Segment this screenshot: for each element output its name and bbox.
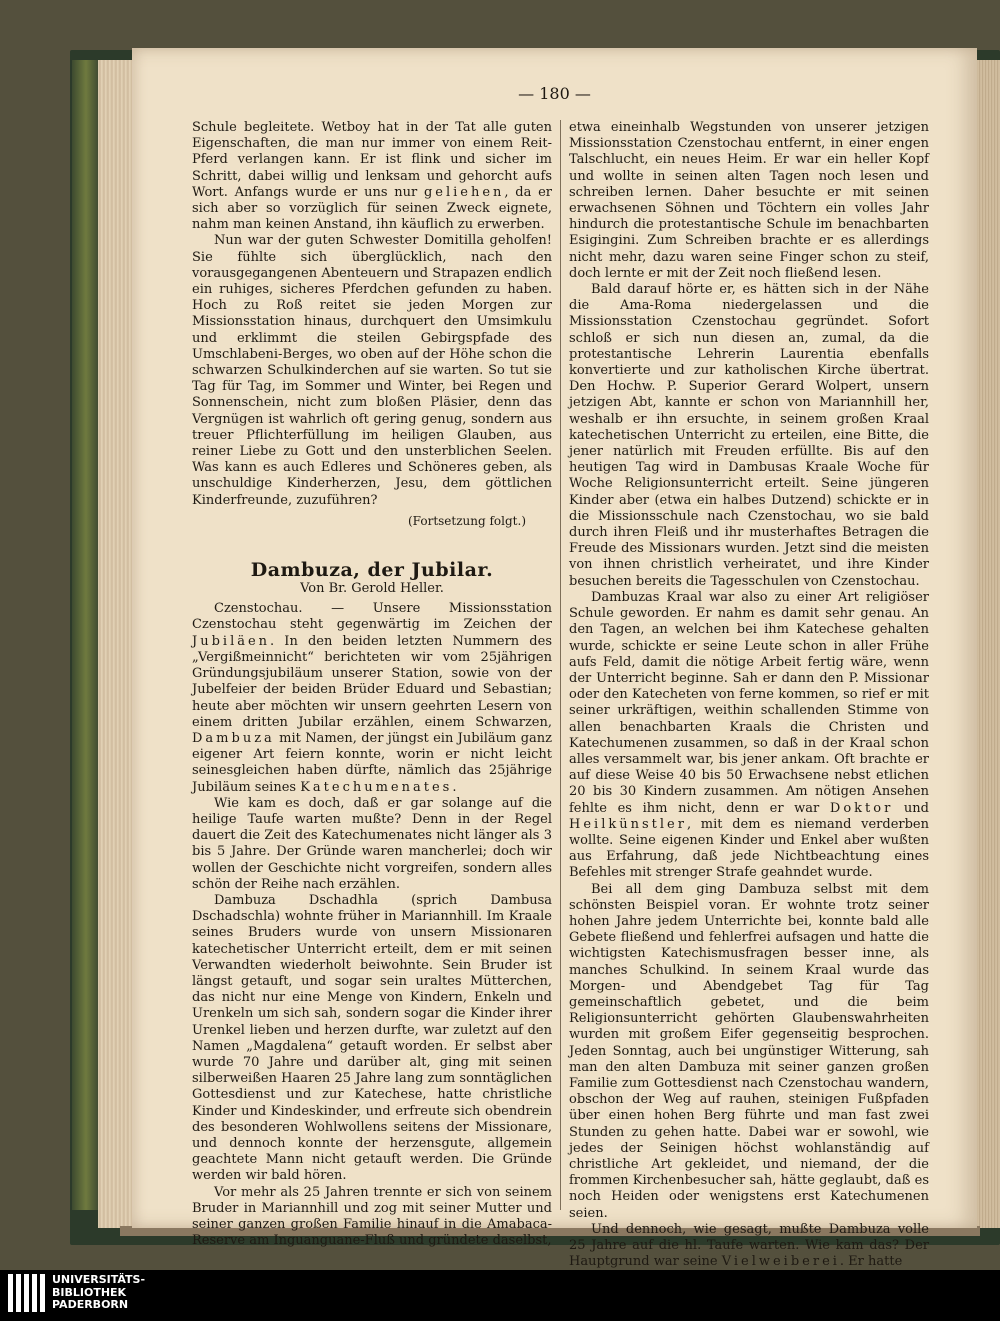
left-paragraphs-after [192,601,552,1249]
book-page [132,48,977,1270]
right-column [569,120,929,1270]
library-logo-text [52,1274,145,1312]
paragraph [569,282,929,590]
right-page-edges [975,60,1000,1228]
page-number: — 180 — [518,84,591,103]
text-run: Czenstochau. — Unsere Missionsstation Czenstochau steht gegenwärtig im Zeichen der [192,601,552,633]
spaced-emphasis: Vielweiberei [721,1254,840,1270]
spaced-emphasis: Dambuza [192,730,275,746]
text-run: Nun war der guten Schwester Domitilla geholfen! Sie fühlte sich überglücklich, nach den vorausgegangenen Abenteuern und Strapazen endlich ein ruhiges, sicheres Pferdchen gefunden zu haben. Hoch zu Roß reitet sie jeden Morgen zur Missionsstation hinaus, durchquert den Umsimkulu und erklimmt die steilen Gebirgspfade des Umschlabeni-Berges, wo oben auf der Höhe schon die schwarzen Schulkinderchen auf sie warten. So tut sie Tag für Tag, im Sommer und Winter, bei Regen und Sonnenschein, nicht zum bloßen Pläsier, denn das Vergnügen ist wahrlich oft gering genug, sondern aus treuer Pflichterfüllung im heiligen Glauben, aus reiner Liebe zu Gott und den unsterblichen Seelen. Was kann es auch Edleres und Schöneres geben, als unschuldige Kinderherzen, Jesu, dem göttlichen Kinderfreunde, zuzuführen? [192,233,552,508]
spaced-emphasis: Doktor [829,800,894,816]
text-run: . In den beiden letzten Nummern des „Vergißmeinnicht“ berichteten wir vom 25jährigen Gründungsjubiläum unserer Station, sowie von der Jubelfeier der beiden Brüder Eduard und Sebastian; heute aber möchten wir unsern geehrten Lesern von einem dritten Jubilar erzählen, einem Schwarzen, [192,633,552,730]
text-run: Schule begleitete. Wetboy hat in der Tat alle guten Eigenschaften, die man nur immer von einem Reit-Pferd verlangen kann. Er ist flink und sicher im Schritt, dabei willig und lenksam und gehorcht aufs Wort. Anfangs wurde er uns nur [192,120,552,200]
text-run: Und dennoch, wie gesagt, mußte Dambuza volle 25 Jahre auf die hl. Taufe warten. Wie kam das? Der Hauptgrund war seine [569,1221,929,1270]
paragraph [569,120,929,282]
paragraph [569,590,929,882]
text-run: Bei all dem ging Dambuza selbst mit dem schönsten Beispiel voran. Er wohnte trotz seiner hohen Jahre jedem Unterrichte bei, konnte bald alle Gebete fließend und fehlerfrei aufsagen und hatte die wichtigsten Katechismusfragen besser inne, als manches Schulkind. In seinem Kraal wurde das Morgen- und Abendgebet Tag für Tag gemeinschaftlich gebetet, und die beim Religionsunterricht gehörten Glaubenswahrheiten wurden mit großem Eifer gegenseitig besprochen. Jeden Sonntag, auch bei ungünstiger Witterung, sah man den alten Dambuza mit seiner ganzen großen Familie zum Gottesdienst nach Czenstochau wandern, obschon der Weg auf rauhen, steinigen Fußpfaden über einen hohen Berg führte und man fast zwei Stunden zu gehen hatte. Dabei war er sowohl, wie jedes der Seinigen höchst wohlanständig auf christliche Art gekleidet, und niemand, der die frommen Kirchenbesucher sah, hätte geglaubt, daß es noch Heiden oder wenigstens erst Katechumenen seien. [569,881,929,1221]
text-run: . [452,779,457,795]
article-title: Dambuza, der Jubilar. [250,559,494,582]
paragraph [569,882,929,1222]
text-run: Wie kam es doch, daß er gar solange auf die heilige Taufe warten mußte? Denn in der Regel dauert die Zeit des Katechumenates nicht länger als 3 bis 5 Jahre. Der Gründe waren mancherlei; doch wir wollen der Geschichte nicht vorgreifen, sondern alles schön der Reihe nach erzählen. [192,795,552,892]
right-paragraphs [569,120,929,1270]
paragraph [192,796,552,893]
spaced-emphasis: Jubiläen [192,633,271,649]
paragraph [192,233,552,508]
text-run: Dambuza Dschadhla (sprich Dambusa Dschadschla) wohnte früher in Mariannhill. Im Kraale seines Bruders wurde von unsern Missionaren katechetischer Unterricht erteilt, dem er mit seinen Verwandten wiederholt beiwohnte. Sein Bruder ist längst getauft, und sogar sein uraltes Mütterchen, das nicht nur eine Menge von Kindern, Enkeln und Urenkeln um sich sah, sondern sogar die Kinder ihrer Urenkel lieben und herzen durfte, war zuletzt auf den Namen „Magdalena“ getauft worden. Er selbst aber wurde 70 Jahre und darüber alt, ging mit seinen silberweißen Haaren 25 Jahre lang zum sonntäglichen Gottesdienst und zur Katechese, hatte christliche Kinder und Kindeskinder, und erfreute sich obendrein des besonderen Wohlwollens seitens der Missionare, und dennoch konnte der herzensgute, allgemein geachtete Mann nicht getauft werden. Die Gründe werden wir bald hören. [192,892,552,1184]
paragraph [192,120,552,233]
spaced-emphasis: Heilkünstler [569,816,687,832]
column-divider [560,120,561,1210]
logo-line-2: BIBLIOTHEK [52,1285,127,1299]
library-footer [0,1270,1000,1321]
spaced-emphasis: Katechumenates [300,779,453,795]
paragraph [192,601,552,795]
paragraph [569,1222,929,1270]
article-byline: Von Br. Gerold Heller. [300,581,444,597]
left-column [192,120,552,1249]
logo-line-1: UNIVERSITÄTS- [52,1273,146,1286]
text-run: etwa eineinhalb Wegstunden von unserer jetzigen Missionsstation Czenstochau entfernt, in einer engen Talschlucht, ein neues Heim. Er war ein heller Kopf und wollte in seinen alten Tagen noch lesen und schreiben lernen. Daher besuchte er mit seinen erwachsenen Söhnen und Töchtern ein volles Jahr hindurch die protestantische Schule im benachbarten Esigingini. Zum Schreiben brachte er es allerdings nicht mehr, dazu waren seine Finger schon zu steif, doch lernte er mit der Zeit noch fließend lesen. [569,120,929,281]
paragraph [192,1185,552,1250]
text-run: , da er sich aber so vorzüglich für seinen Zweck eignete, nahm man keinen Anstand, ihn käuflich zu erwerben. [192,184,552,233]
cover-marbling [72,60,100,1210]
text-run: , mit dem es niemand verderben wollte. Seine eigenen Kinder und Enkel aber wußten aus Erfahrung, daß jede Nichtbeachtung eines Befehles mit strenger Strafe geahndet wurde. [569,816,929,881]
continued-note: (Fortsetzung folgt.) [408,513,526,528]
spaced-emphasis: geliehen [423,184,505,200]
text-run: und [893,800,929,816]
text-run: . Er hatte [839,1254,903,1270]
text-run: Bald darauf hörte er, es hätten sich in der Nähe die Ama-Roma niedergelassen und die Missionsstation Czenstochau gegründet. Sofort schloß er sich nun diesen an, zumal, da die protestantische Lehrerin Laurentia ebenfalls konvertierte und zur katholischen Kirche übertrat. Den Hochw. P. Superior Gerard Wolpert, unsern jetzigen Abt, kannte er schon von Mariannhill her, weshalb er ihn ersuchte, in seinem großen Kraal katechetischen Unterricht zu erteilen, eine Bitte, die jener natürlich mit Freuden erfüllte. Bis auf den heutigen Tag wird in Dambusas Kraale Woche für Woche Religionsunterricht erteilt. Seine jüngeren Kinder aber (etwa ein halbes Dutzend) schickte er in die Missionsschule nach Czenstochau, wo sie bald durch ihren Fleiß und ihr musterhaftes Betragen die Freude des Missionars wurden. Jetzt sind die meisten von ihnen christlich verheiratet, und ihre Kinder besuchen bereits die Tagesschulen von Czenstochau. [569,282,929,589]
text-run: mit Namen, der jüngst ein Jubiläum ganz eigener Art feiern konnte, worin er nicht leicht seinesgleichen haben dürfte, nämlich das 25jährige Jubiläum seines [192,730,552,795]
left-paragraphs-before [192,120,552,509]
text-run: Vor mehr als 25 Jahren trennte er sich von seinem Bruder in Mariannhill und zog mit seiner Mutter und seiner ganzen großen Familie hinauf in die Amabaca-Reserve am Inguanguane-Fluß und gründete daselbst, [192,1184,552,1249]
paragraph [192,893,552,1185]
text-run: Dambuzas Kraal war also zu einer Art religiöser Schule geworden. Er nahm es damit sehr genau. An den Tagen, an welchen bei ihm Katechese gehalten wurde, schickte er seine Leute schon in aller Frühe aufs Feld, damit die nötige Arbeit fertig wäre, wenn der Unterricht beginne. Sah er dann den P. Missionar oder den Katecheten von ferne kommen, so rief er mit seiner urkräftigen, weithin schallenden Stimme von allen benachbarten Kraals die Christen und Katechumenen zusammen, so daß in der Kraal schon alles versammelt war, bis jener ankam. Oft brachte er auf diese Weise 40 bis 50 Erwachsene nebst etlichen 20 bis 30 Kindern zusammen. Am nötigen Ansehen fehlte es ihm nicht, denn er war [569,589,929,816]
logo-line-3: PADERBORN [52,1298,129,1311]
